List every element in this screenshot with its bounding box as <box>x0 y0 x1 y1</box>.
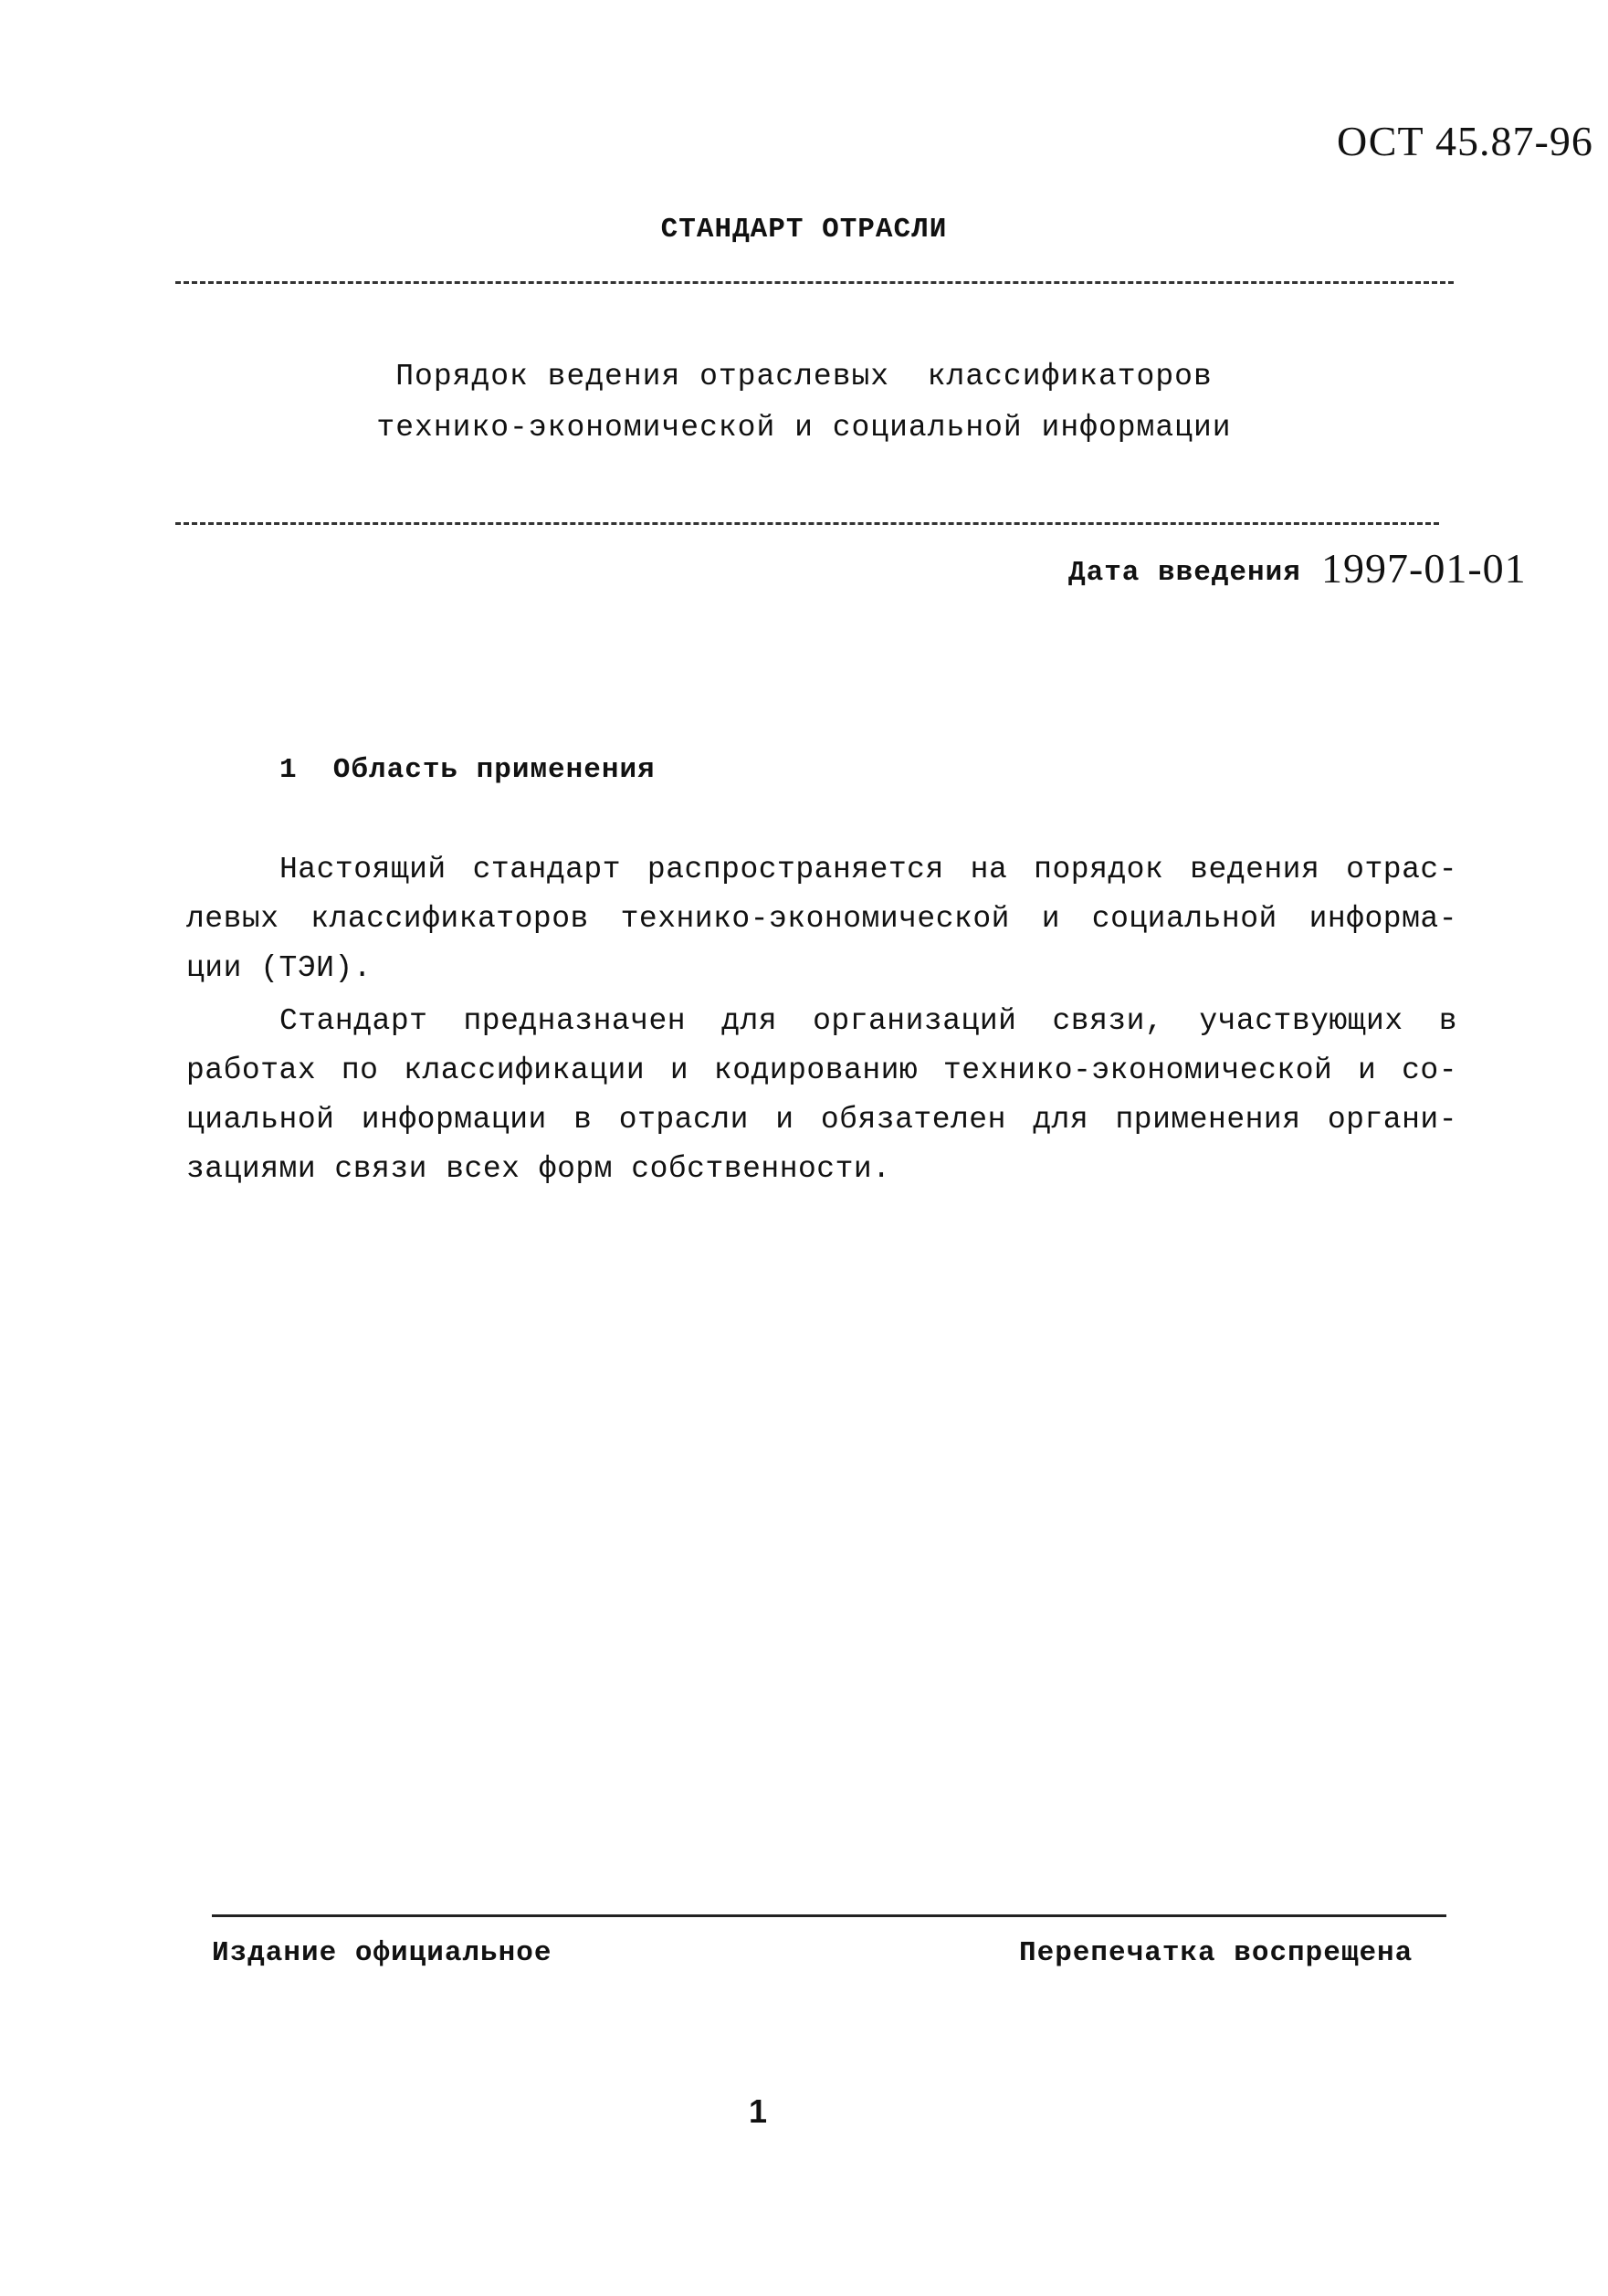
section-heading: 1 Область применения <box>279 754 656 786</box>
paragraph-line: зациями связи всех форм собственности. <box>186 1152 891 1186</box>
paragraph-line: ции (ТЭИ). <box>186 951 373 985</box>
title-line-1: Порядок ведения отраслевых классификаторов <box>395 360 1213 393</box>
standard-label: СТАНДАРТ ОТРАСЛИ <box>660 214 948 246</box>
reprint-prohibited-note: Перепечатка воспрещена <box>1019 1937 1414 1969</box>
page-number: 1 <box>749 2092 768 2130</box>
paragraph-line: циальной информации в отрасли и обязателен для применения органи- <box>186 1103 1457 1137</box>
paragraph-line: Стандарт предназначен для организаций связи, участвующих в <box>279 1004 1457 1038</box>
paragraph-line: работах по классификации и кодированию технико-экономической и со- <box>186 1054 1457 1087</box>
introduction-date-value: 1997-01-01 <box>1321 545 1527 592</box>
title-line-2: технико-экономической и социальной информации <box>376 411 1232 445</box>
introduction-date-label: Дата введения <box>1068 557 1301 589</box>
top-divider <box>175 281 1454 284</box>
paragraph-line: Настоящий стандарт распространяется на порядок ведения отрас- <box>279 853 1457 886</box>
document-number: ОСТ 45.87-96 <box>1337 118 1593 164</box>
footer-divider <box>212 1914 1446 1917</box>
paragraph-line: левых классификаторов технико-экономической и социальной информа- <box>186 902 1457 936</box>
title-divider <box>175 522 1439 525</box>
official-edition-note: Издание официальное <box>212 1937 552 1969</box>
